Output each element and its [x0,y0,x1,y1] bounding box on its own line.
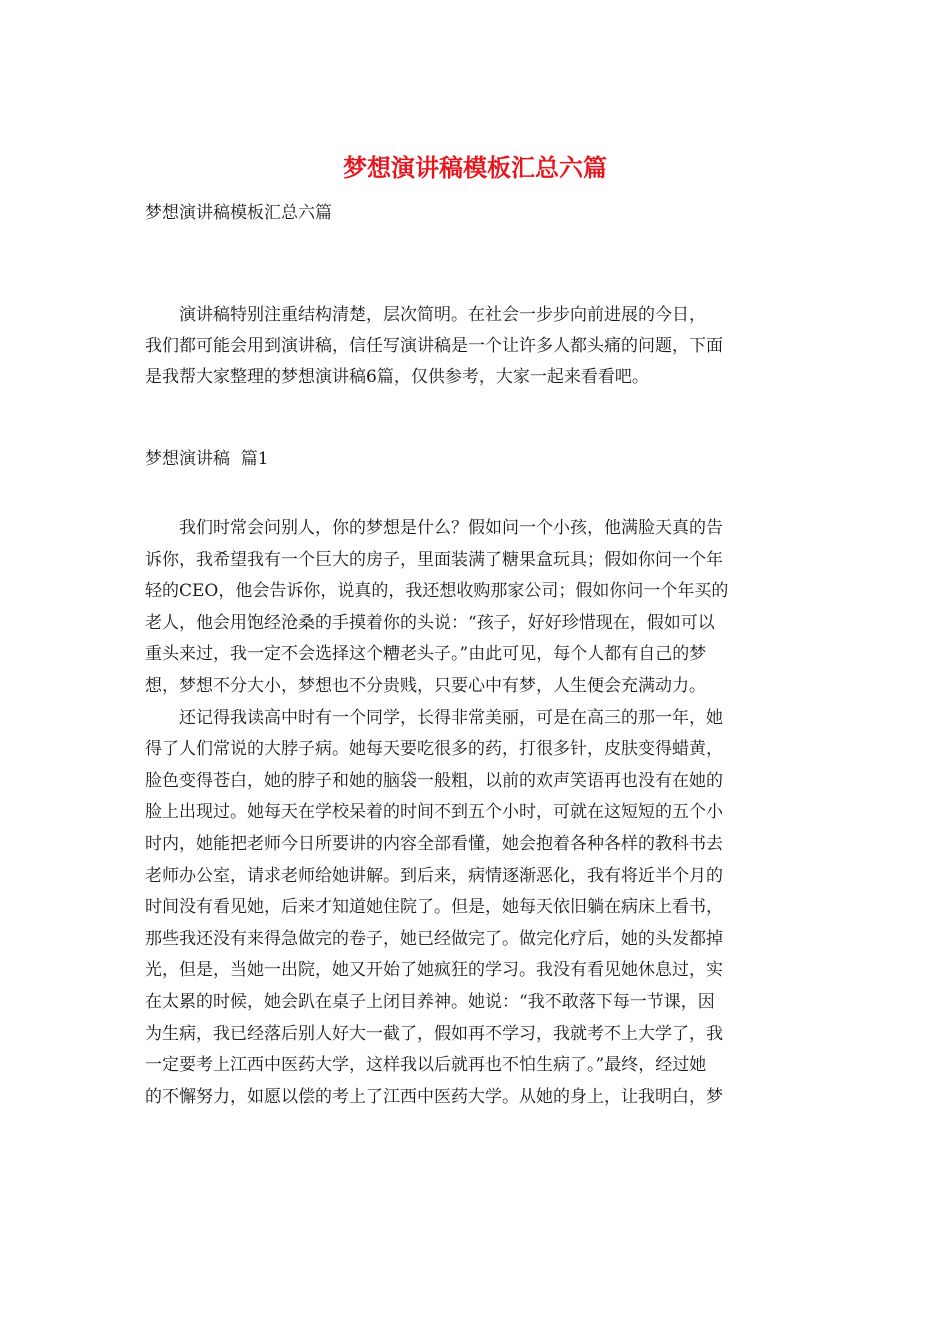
body-text [145,513,813,1113]
body-line: 得了人们常说的大脖子病。她每天要吃很多的药，打很多针，皮肤变得蜡黄， [145,739,723,760]
body-line: 重头来过，我一定不会选择这个糟老头子。”由此可见，每个人都有自己的梦 [145,644,707,665]
body-line: 老人，他会用饱经沧桑的手摸着你的头说：“孩子，好好珍惜现在，假如可以 [145,612,715,633]
body-line: 脸上出现过。她每天在学校呆着的时间不到五个小时，可就在这短短的五个小 [145,802,723,823]
body-line: 光，但是，当她一出院，她又开始了她疯狂的学习。我没有看见她休息过，实 [145,960,723,981]
intro-line: 演讲稿特别注重结构清楚，层次简明。在社会一步步向前进展的今日， [145,305,706,325]
body-line: 为生病，我已经落后别人好大一截了，假如再不学习，我就考不上大学了，我 [145,1023,723,1044]
document-title: 梦想演讲稿模板汇总六篇 [343,153,607,182]
body-line: 还记得我读高中时有一个同学，长得非常美丽，可是在高三的那一年，她 [145,707,723,728]
body-line: 轻的CEO，他会告诉你，说真的，我还想收购那家公司；假如你问一个年买的 [145,581,729,602]
document-subtitle: 梦想演讲稿模板汇总六篇 [145,203,332,223]
intro-paragraph [145,300,813,393]
body-line: 时内，她能把老师今日所要讲的内容全部看懂，她会抱着各种各样的教科书去 [145,833,723,854]
body-line: 想，梦想不分大小，梦想也不分贵贱，只要心中有梦，人生便会充满动力。 [145,675,706,696]
intro-line: 我们都可能会用到演讲稿，信任写演讲稿是一个让许多人都头痛的问题，下面 [145,336,723,356]
body-line: 在太累的时候，她会趴在桌子上闭目养神。她说：“我不敢落下每一节课，因 [145,991,715,1012]
body-line: 那些我还没有来得急做完的卷子，她已经做完了。做完化疗后，她的头发都掉 [145,928,723,949]
body-line: 诉你，我希望我有一个巨大的房子，里面装满了糖果盒玩具；假如你问一个年 [145,549,723,570]
body-line: 脸色变得苍白，她的脖子和她的脑袋一般粗，以前的欢声笑语再也没有在她的 [145,770,723,791]
section-heading: 梦想演讲稿 篇1 [145,449,269,469]
body-line: 一定要考上江西中医药大学，这样我以后就再也不怕生病了。”最终，经过她 [145,1055,707,1076]
body-line: 的不懈努力，如愿以偿的考上了江西中医药大学。从她的身上，让我明白，梦 [145,1086,723,1107]
body-line: 时间没有看见她，后来才知道她住院了。但是，她每天依旧躺在病床上看书， [145,897,723,918]
body-line: 老师办公室，请求老师给她讲解。到后来，病情逐渐恶化，我有将近半个月的 [145,865,723,886]
intro-line: 是我帮大家整理的梦想演讲稿6篇，仅供参考，大家一起来看看吧。 [145,367,649,387]
body-line: 我们时常会问别人，你的梦想是什么？假如问一个小孩，他满脸天真的告 [145,518,723,538]
